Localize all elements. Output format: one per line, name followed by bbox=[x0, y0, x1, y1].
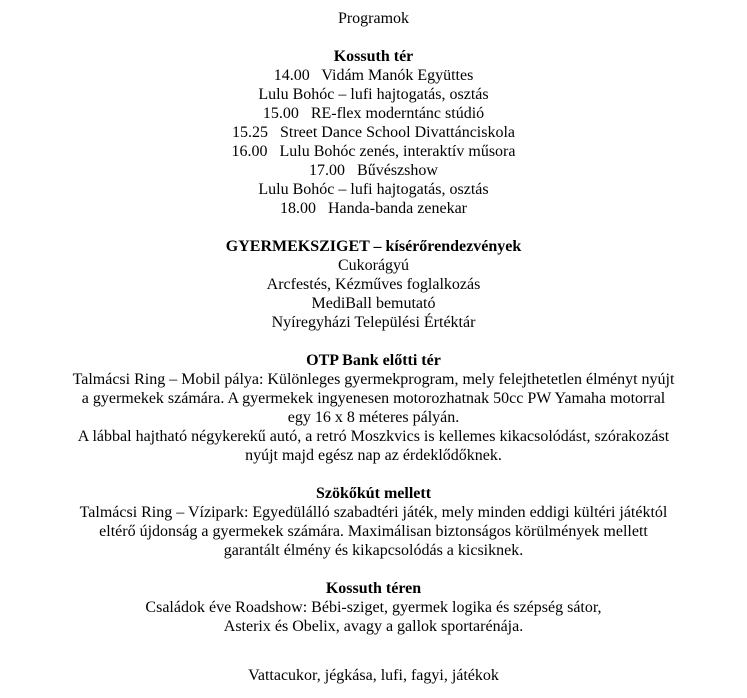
program-line: a gyermekek számára. A gyermekek ingyenesen motorozhatnak 50cc PW Yamaha motorral bbox=[81, 390, 666, 407]
program-line: MediBall bemutató bbox=[311, 295, 436, 312]
section-otp-bank-elotti-ter bbox=[0, 351, 747, 465]
section-heading: Kossuth tér bbox=[333, 48, 414, 65]
program-line: Talmácsi Ring – Mobil pálya: Különleges gyermekprogram, mely felejthetetlen élményt nyújt bbox=[72, 371, 675, 388]
program-line: Lulu Bohóc – lufi hajtogatás, osztás bbox=[258, 181, 489, 198]
section-heading: GYERMEKSZIGET – kísérőrendezvények bbox=[225, 238, 522, 255]
program-line: 14.00 Vidám Manók Együttes bbox=[273, 67, 474, 84]
section-kossuth-ter bbox=[0, 47, 747, 218]
program-line: Asterix és Obelix, avagy a gallok sportarénája. bbox=[223, 618, 524, 635]
program-line: 18.00 Handa-banda zenekar bbox=[279, 200, 468, 217]
program-line: egy 16 x 8 méteres pályán. bbox=[287, 409, 460, 426]
program-line: nyújt majd egész nap az érdeklődőknek. bbox=[245, 447, 502, 464]
program-line: Nyíregyházi Települési Értéktár bbox=[271, 314, 476, 331]
program-line: 15.25 Street Dance School Divattánciskola bbox=[231, 124, 516, 141]
program-line: A lábbal hajtható négykerekű autó, a retró Moszkvics is kellemes kikacsolódást, szórakozást bbox=[77, 428, 670, 445]
program-line: 17.00 Bűvészshow bbox=[309, 162, 438, 179]
section-kossuth-teren bbox=[0, 579, 747, 636]
section-gyermeksziget bbox=[0, 237, 747, 332]
program-line: 16.00 Lulu Bohóc zenés, interaktív műsora bbox=[231, 143, 516, 160]
section-szokokut-mellett bbox=[0, 484, 747, 560]
program-line: Cukorágyú bbox=[337, 257, 410, 274]
program-line: Családok éve Roadshow: Bébi-sziget, gyermek logika és szépség sátor, bbox=[145, 599, 602, 616]
page-title: Programok bbox=[337, 10, 410, 27]
section-heading: Szökőkút mellett bbox=[315, 485, 432, 502]
program-line: Talmácsi Ring – Vízipark: Egyedülálló szabadtéri játék, mely minden eddigi kültéri játéktól bbox=[79, 504, 668, 521]
program-line: Arcfestés, Kézműves foglalkozás bbox=[266, 276, 481, 293]
program-line: 15.00 RE-flex moderntánc stúdió bbox=[262, 105, 485, 122]
program-line: garantált élmény és kikapcsolódás a kicsiknek. bbox=[223, 542, 524, 559]
section-heading: OTP Bank előtti tér bbox=[306, 352, 441, 369]
program-line: eltérő újdonság a gyermekek számára. Maximálisan biztonságos körülmények mellett bbox=[99, 523, 648, 540]
section-heading: Kossuth téren bbox=[325, 580, 422, 597]
footer-line: Vattacukor, jégkása, lufi, fagyi, játékok bbox=[248, 667, 499, 684]
program-line: Lulu Bohóc – lufi hajtogatás, osztás bbox=[258, 86, 489, 103]
